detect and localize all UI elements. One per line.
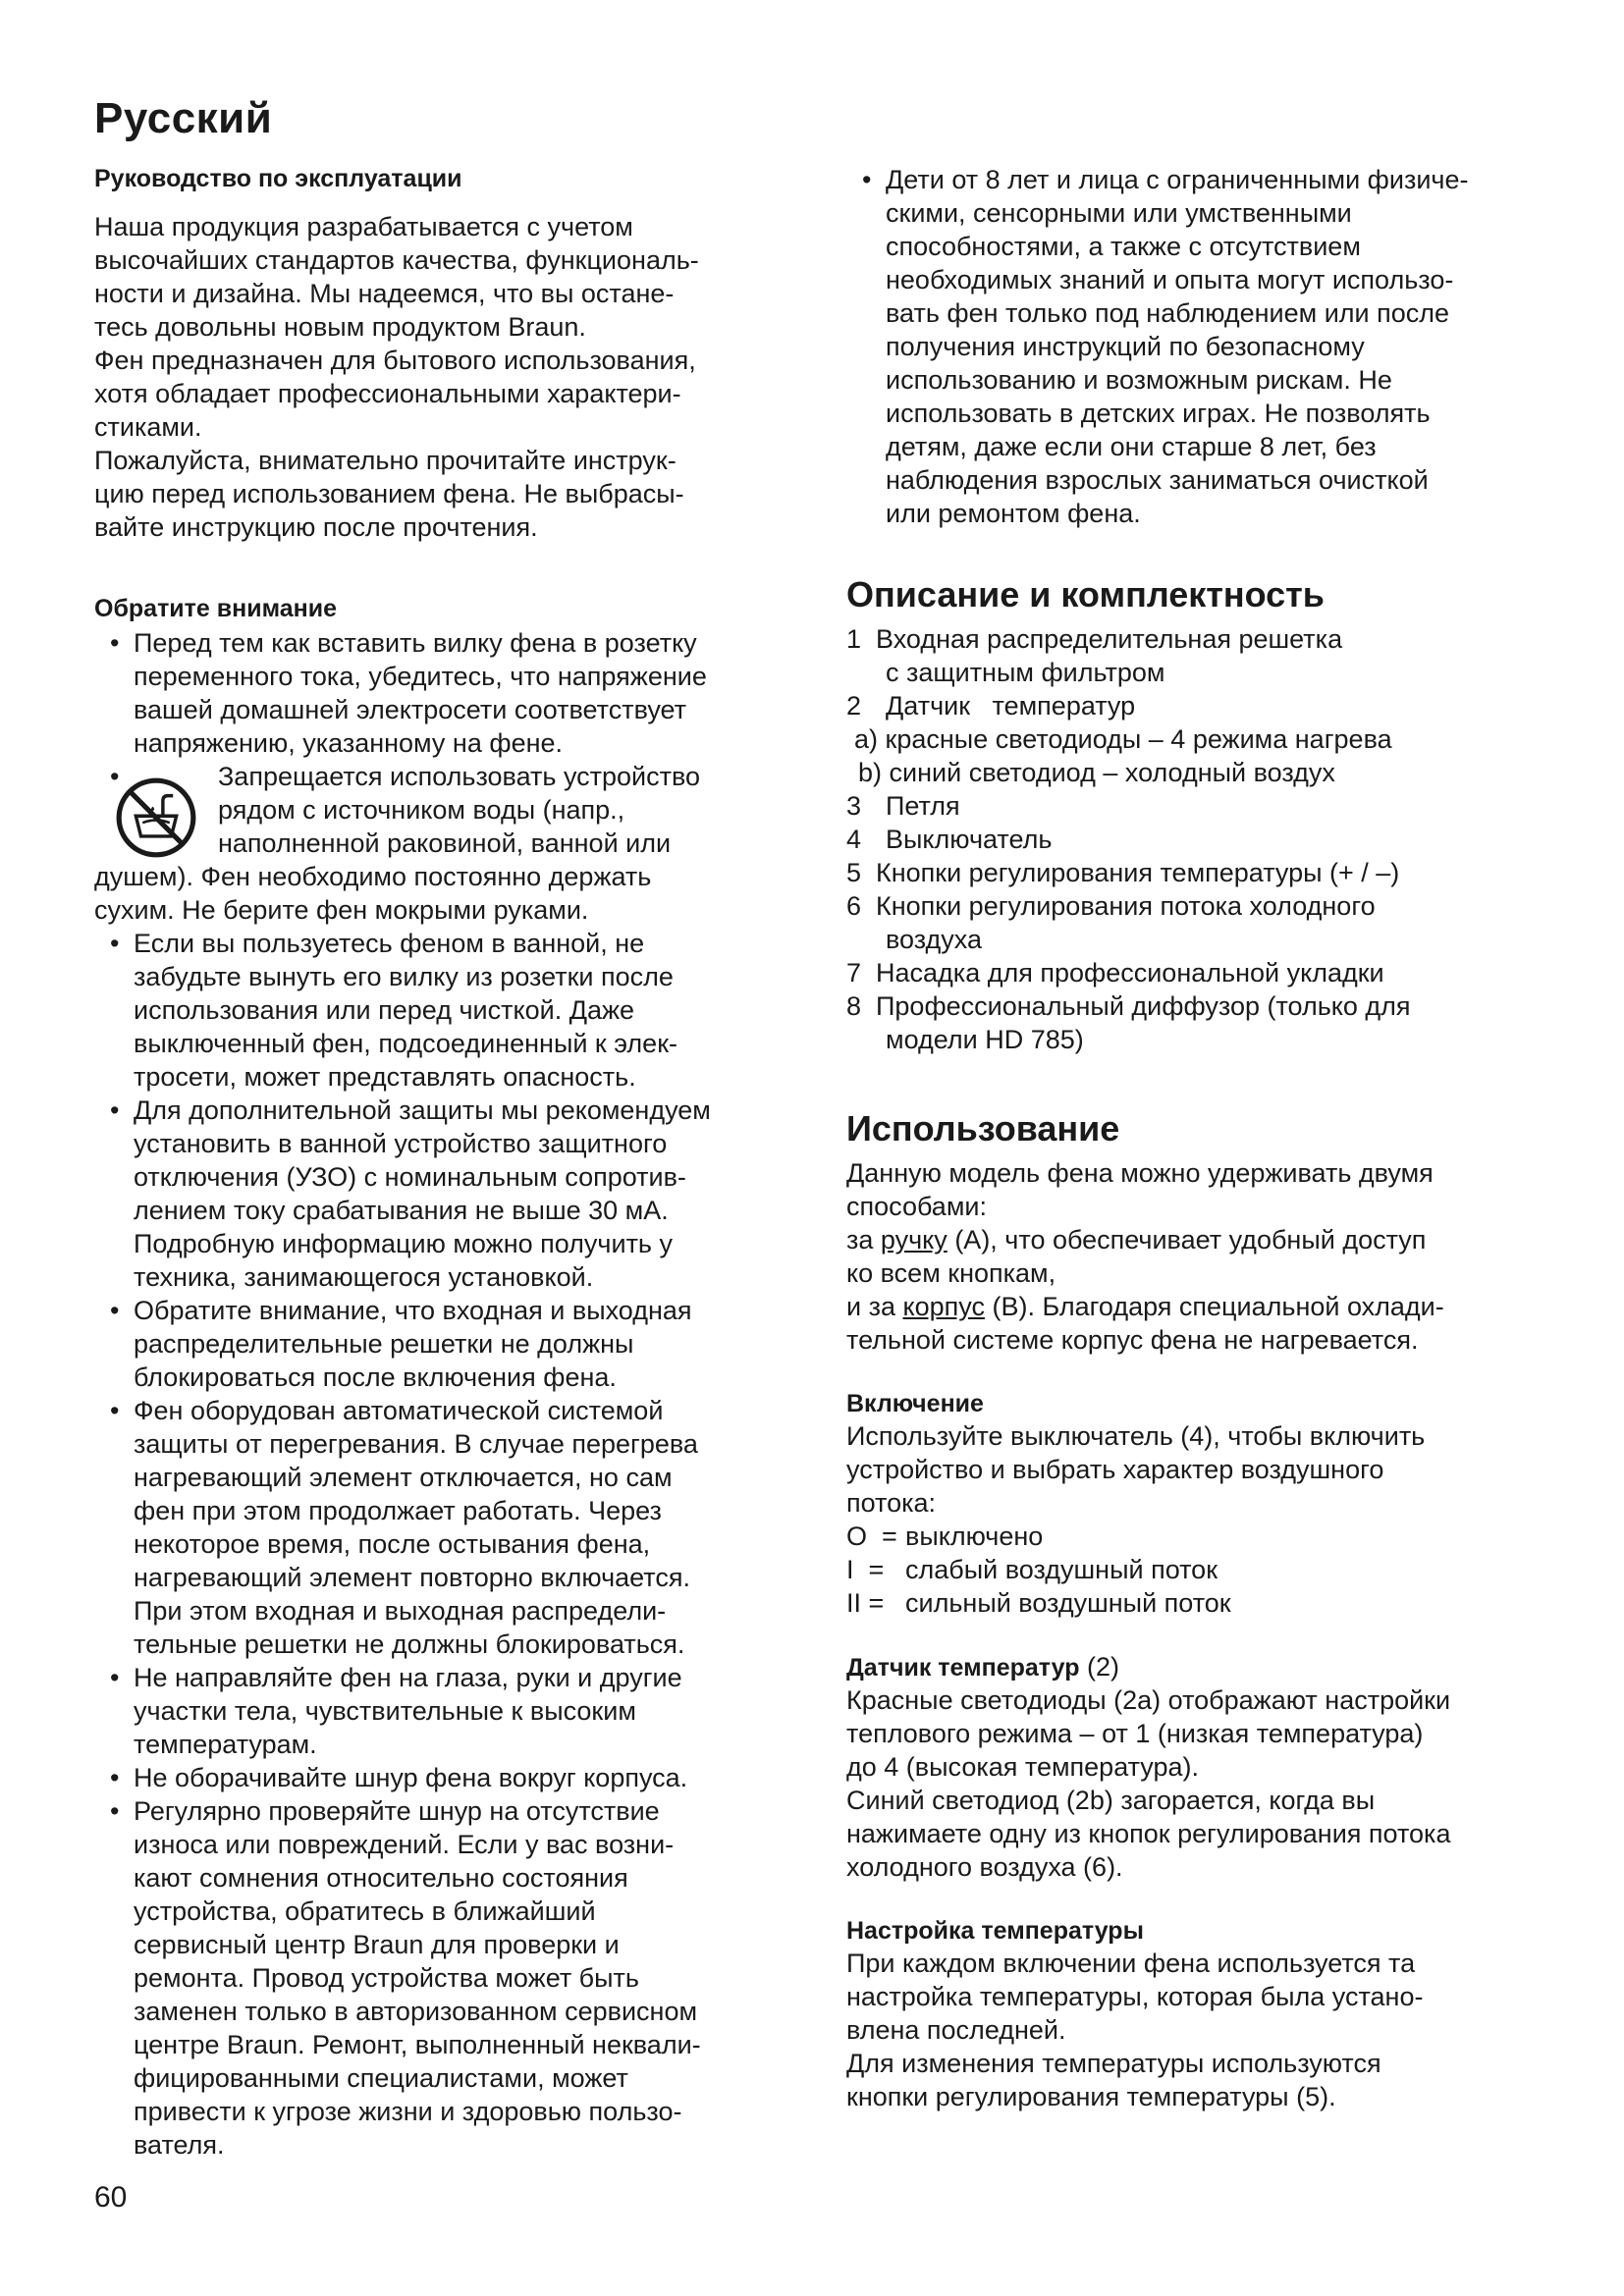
part-label: Выключатель bbox=[886, 825, 1053, 854]
part-number: 4 bbox=[846, 825, 862, 854]
mode-key: O = bbox=[846, 1522, 897, 1551]
list-item-line: получения инструкций по безопасному bbox=[886, 332, 1365, 361]
list-item-line: некоторое время, после остывания фена, bbox=[134, 1529, 651, 1559]
sensor-line: теплового режима – от 1 (низкая температура) bbox=[846, 1719, 1424, 1748]
page-number: 60 bbox=[94, 2181, 128, 2214]
part-number: 6 bbox=[846, 891, 862, 921]
part-label: Насадка для профессиональной укладки bbox=[876, 958, 1384, 988]
intro-line: стиками. bbox=[94, 412, 202, 442]
part-item bbox=[846, 823, 1534, 856]
list-item-line: • Для дополнительной защиты мы рекомендуем bbox=[134, 1095, 711, 1125]
part-item bbox=[846, 889, 1534, 956]
list-item-line: • Не оборачивайте шнур фена вокруг корпуса. bbox=[134, 1763, 688, 1792]
list-item-line: привести к угрозе жизни и здоровью пользо- bbox=[134, 2097, 682, 2126]
list-item-line: • Дети от 8 лет и лица с ограниченными физиче- bbox=[886, 165, 1469, 194]
list-item bbox=[94, 1661, 811, 1761]
list-item-line: детям, даже если они старше 8 лет, без bbox=[886, 432, 1377, 461]
list-item-line: Подробную информацию можно получить у bbox=[134, 1229, 674, 1258]
list-item-line: участки тела, чувствительные к высоким bbox=[134, 1696, 636, 1726]
list-item-line: кают сомнения относительно состояния bbox=[134, 1863, 628, 1893]
part-item bbox=[846, 989, 1534, 1056]
no-water-icon bbox=[114, 775, 198, 860]
usage-text: (B). Благодаря специальной охлади- bbox=[984, 1292, 1444, 1321]
list-item-line: • Обратите внимание, что входная и выходная bbox=[134, 1296, 692, 1325]
part-subitem bbox=[846, 756, 1534, 789]
usage-paragraph bbox=[846, 1156, 1534, 1357]
page-title: Русский bbox=[94, 94, 273, 142]
list-item-line: тросети, может представлять опасность. bbox=[134, 1062, 636, 1092]
body-term: корпус bbox=[902, 1292, 985, 1321]
handle-term: ручку bbox=[880, 1225, 947, 1255]
mode-key: II = bbox=[846, 1588, 885, 1618]
temp-setting-paragraph bbox=[846, 1947, 1534, 2113]
mode-label: слабый воздушный поток bbox=[905, 1555, 1218, 1584]
usage-line: тельной системе корпус фена не нагревается. bbox=[846, 1325, 1419, 1355]
temp-line: настройка температуры, которая была устано- bbox=[846, 1982, 1424, 2011]
usage-text: (A), что обеспечивает удобный доступ bbox=[947, 1225, 1427, 1255]
list-item-line: установить в ванной устройство защитного bbox=[134, 1129, 668, 1158]
sensor-line: Синий светодиод (2b) загорается, когда вы bbox=[846, 1786, 1376, 1815]
temp-line: кнопки регулирования температуры (5). bbox=[846, 2082, 1336, 2111]
list-item bbox=[94, 927, 811, 1094]
part-letter: b) bbox=[858, 758, 883, 787]
switch-on-heading: Включение bbox=[846, 1390, 984, 1417]
part-label: Входная распределительная решетка bbox=[876, 624, 1343, 654]
list-item-line: скими, сенсорными или умственными bbox=[886, 198, 1352, 228]
list-item-line: • Если вы пользуетесь феном в ванной, не bbox=[134, 929, 645, 958]
bullet-marker: • bbox=[110, 762, 120, 791]
list-item-line: фицированными специалистами, может bbox=[134, 2063, 628, 2093]
part-label: Кнопки регулирования температуры (+ / –) bbox=[876, 858, 1400, 887]
mode-key: I = bbox=[846, 1555, 885, 1584]
part-label: красные светодиоды – 4 режима нагрева bbox=[885, 724, 1392, 754]
mode-item bbox=[846, 1520, 1534, 1553]
list-item-line: распределительные решетки не должны bbox=[134, 1329, 634, 1359]
warning-line: сухим. Не берите фен мокрыми руками. bbox=[94, 895, 589, 925]
list-item-line: лением току срабатывания не выше 30 мА. bbox=[134, 1196, 669, 1225]
list-item-line: наблюдения взрослых заниматься очисткой bbox=[886, 465, 1429, 495]
intro-line: Фен предназначен для бытового использования, bbox=[94, 346, 696, 375]
list-item-line: температурам. bbox=[134, 1730, 317, 1759]
switch-line: Используйте выключатель (4), чтобы включить bbox=[846, 1421, 1426, 1451]
usage-line: способами: bbox=[846, 1192, 987, 1221]
manual-heading: Руководство по эксплуатации bbox=[94, 165, 462, 192]
list-item-line: вашей домашней электросети соответствует bbox=[134, 695, 687, 724]
list-item-line: необходимых знаний и опыта могут использо- bbox=[886, 265, 1454, 294]
list-item-line: тельные решетки не должны блокироваться. bbox=[134, 1629, 685, 1659]
list-item-line: • Фен оборудован автоматической системой bbox=[134, 1396, 664, 1425]
list-item-line: устройства, обратитесь в ближайший bbox=[134, 1896, 596, 1926]
list-item-line: выключенный фен, подсоединенный к элек- bbox=[134, 1029, 678, 1058]
list-item-line: При этом входная и выходная распредели- bbox=[134, 1596, 667, 1626]
warning-line: Запрещается использовать устройство bbox=[218, 762, 701, 791]
temp-line: При каждом включении фена используется та bbox=[846, 1949, 1416, 1978]
parts-list bbox=[846, 622, 1534, 1056]
usage-line: ко всем кнопкам, bbox=[846, 1258, 1056, 1288]
list-item-line: напряжению, указанному на фене. bbox=[134, 728, 564, 758]
list-item-line: • Перед тем как вставить вилку фена в розетку bbox=[134, 628, 697, 658]
list-item-line: или ремонтом фена. bbox=[886, 499, 1141, 528]
list-item-line: переменного тока, убедитесь, что напряжение bbox=[134, 662, 707, 691]
mode-item bbox=[846, 1553, 1534, 1586]
part-label: модели HD 785) bbox=[886, 1025, 1084, 1054]
part-letter: a) bbox=[854, 724, 879, 754]
warning-line: рядом с источником воды (напр., bbox=[218, 795, 625, 825]
temp-line: влена последней. bbox=[846, 2015, 1066, 2045]
intro-line: Наша продукция разрабатывается с учетом bbox=[94, 212, 633, 241]
water-warning bbox=[94, 760, 811, 927]
sensor-heading-ref: (2) bbox=[1079, 1652, 1119, 1682]
sensor-line: Красные светодиоды (2a) отображают настройки bbox=[846, 1685, 1451, 1715]
list-item-line: износа или повреждений. Если у вас возни- bbox=[134, 1830, 675, 1859]
usage-line bbox=[846, 1223, 1534, 1256]
part-number: 2 bbox=[846, 691, 862, 721]
list-item-line: использованию и возможным рискам. Не bbox=[886, 365, 1392, 395]
list-item-line: • Регулярно проверяйте шнур на отсутствие bbox=[134, 1796, 660, 1826]
mode-label: выключено bbox=[905, 1522, 1044, 1551]
intro-line: вайте инструкцию после прочтения. bbox=[94, 512, 538, 542]
list-item-line: использования или перед чисткой. Даже bbox=[134, 995, 635, 1025]
temp-setting-heading: Настройка температуры bbox=[846, 1917, 1144, 1945]
part-label: с защитным фильтром bbox=[886, 658, 1165, 687]
usage-line: Данную модель фена можно удерживать двумя bbox=[846, 1158, 1434, 1188]
part-item bbox=[846, 856, 1534, 889]
list-item-line: техника, занимающегося установкой. bbox=[134, 1262, 594, 1292]
left-column bbox=[94, 163, 811, 2162]
part-label: Кнопки регулирования потока холодного bbox=[876, 891, 1376, 921]
intro-line: ности и дизайна. Мы надеемся, что вы остане- bbox=[94, 279, 675, 308]
part-label: Датчик температур bbox=[886, 691, 1136, 721]
list-item-line: защиты от перегревания. В случае перегрева bbox=[134, 1429, 698, 1459]
children-warning bbox=[846, 163, 1534, 530]
part-item bbox=[846, 789, 1534, 823]
part-item bbox=[846, 956, 1534, 989]
part-number: 3 bbox=[846, 791, 862, 821]
part-subitem bbox=[846, 722, 1534, 756]
part-label: Петля bbox=[886, 791, 960, 821]
sensor-line: до 4 (высокая температура). bbox=[846, 1752, 1200, 1782]
list-item bbox=[94, 1794, 811, 2162]
switch-on-paragraph bbox=[846, 1419, 1534, 1620]
switch-line: устройство и выбрать характер воздушного bbox=[846, 1455, 1384, 1484]
list-item-line: ремонта. Провод устройства может быть bbox=[134, 1963, 639, 1993]
mode-label: сильный воздушный поток bbox=[905, 1588, 1231, 1618]
list-item-line: использовать в детских играх. Не позволять bbox=[886, 399, 1431, 428]
sensor-heading-text: Датчик температур bbox=[846, 1654, 1080, 1682]
usage-line bbox=[846, 1290, 1534, 1323]
list-item-line: отключения (УЗО) с номинальным сопротив- bbox=[134, 1162, 686, 1192]
list-item-line: нагревающий элемент отключается, но сам bbox=[134, 1463, 673, 1492]
temp-line: Для изменения температуры используются bbox=[846, 2049, 1381, 2078]
part-label: воздуха bbox=[886, 925, 983, 954]
sensor-line: нажимаете одну из кнопок регулирования потока bbox=[846, 1819, 1451, 1848]
list-item-line: вателя. bbox=[134, 2130, 225, 2160]
intro-line: высочайших стандартов качества, функциональ- bbox=[94, 245, 699, 275]
warning-line: наполненной раковиной, ванной или bbox=[218, 828, 672, 858]
part-label: Профессиональный диффузор (только для bbox=[876, 991, 1411, 1021]
list-item-line: фен при этом продолжает работать. Через bbox=[134, 1496, 662, 1525]
usage-text: и за bbox=[846, 1292, 903, 1321]
list-item-line: забудьте вынуть его вилку из розетки после bbox=[134, 962, 674, 991]
sensor-paragraph bbox=[846, 1683, 1534, 1884]
part-item bbox=[846, 689, 1534, 722]
list-item-line: сервисный центр Braun для проверки и bbox=[134, 1930, 620, 1959]
list-item bbox=[94, 1761, 811, 1794]
list-item bbox=[94, 1394, 811, 1661]
list-item-line: вать фен только под наблюдением или после bbox=[886, 298, 1450, 328]
attention-heading: Обратите внимание bbox=[94, 595, 338, 622]
list-item-line: заменен только в авторизованном сервисном bbox=[134, 1997, 698, 2026]
list-item-line: центре Braun. Ремонт, выполненный неквали- bbox=[134, 2030, 701, 2059]
list-item-line: нагревающий элемент повторно включается. bbox=[134, 1563, 690, 1592]
list-item-line: • Не направляйте фен на глаза, руки и другие bbox=[134, 1663, 682, 1692]
intro-line: цию перед использованием фена. Не выбрасы- bbox=[94, 479, 684, 508]
sensor-line: холодного воздуха (6). bbox=[846, 1852, 1123, 1882]
list-item bbox=[94, 1094, 811, 1294]
description-heading: Описание и комплектность bbox=[846, 574, 1325, 614]
usage-heading: Использование bbox=[846, 1108, 1120, 1148]
part-number: 8 bbox=[846, 991, 862, 1021]
part-number: 5 bbox=[846, 858, 862, 887]
list-item-line: блокироваться после включения фена. bbox=[134, 1362, 617, 1392]
right-column bbox=[846, 163, 1534, 2113]
warning-line: душем). Фен необходимо постоянно держать bbox=[94, 862, 652, 891]
part-item bbox=[846, 622, 1534, 689]
intro-paragraph bbox=[94, 210, 811, 544]
mode-item bbox=[846, 1586, 1534, 1620]
intro-line: хотя обладает профессиональными характери- bbox=[94, 379, 681, 408]
list-item-line: способностями, а также с отсутствием bbox=[886, 232, 1361, 261]
part-number: 7 bbox=[846, 958, 862, 988]
intro-line: тесь довольны новым продуктом Braun. bbox=[94, 312, 586, 342]
part-label: синий светодиод – холодный воздух bbox=[889, 758, 1335, 787]
usage-text: за bbox=[846, 1225, 881, 1255]
sensor-heading bbox=[846, 1651, 1534, 1683]
switch-line: потока: bbox=[846, 1488, 937, 1518]
list-item bbox=[94, 626, 811, 760]
intro-line: Пожалуйста, внимательно прочитайте инструк- bbox=[94, 446, 677, 475]
list-item bbox=[94, 1294, 811, 1394]
part-number: 1 bbox=[846, 624, 862, 654]
